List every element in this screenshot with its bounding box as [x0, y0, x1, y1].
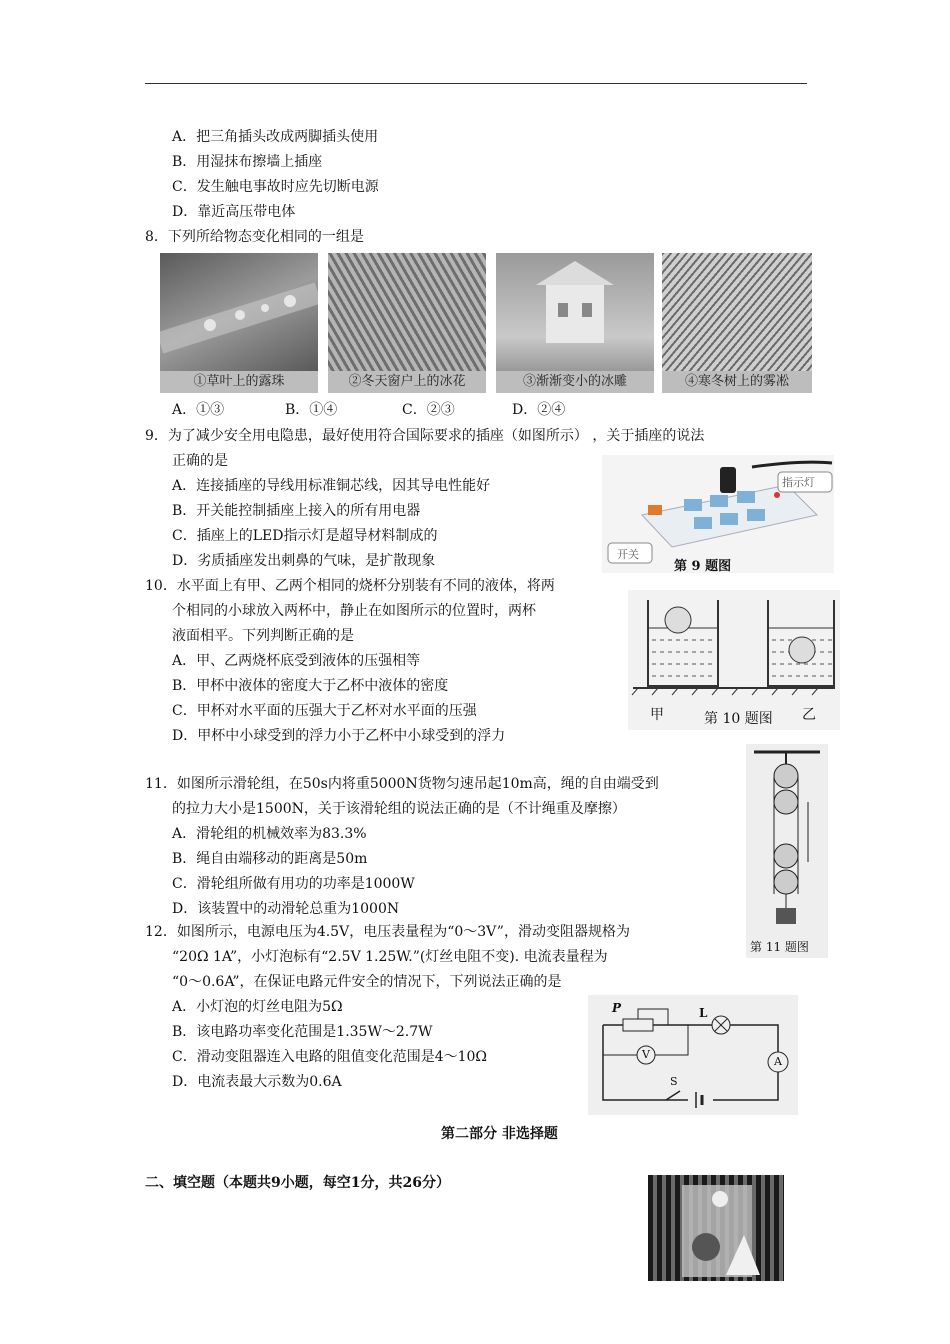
photo-caption-1: ①草叶上的露珠 [160, 371, 318, 393]
bottom-photo-illustration [648, 1175, 784, 1281]
q9-option-c: C．插座上的LED指示灯是超导材料制成的 [172, 528, 438, 544]
switch-s-label: S [670, 1075, 678, 1088]
q9-option-d: D．劣质插座发出刺鼻的气味，是扩散现象 [172, 553, 436, 569]
q12-stem-line3: “0～0.6A”，在保证电路元件安全的情况下，下列说法正确的是 [172, 974, 562, 990]
q10-stem-line3: 液面相平。下列判断正确的是 [172, 628, 354, 644]
ice-sculpture-photo [496, 253, 654, 393]
q12-option-d: D．电流表最大示数为0.6A [172, 1074, 342, 1090]
q9-figure [602, 455, 834, 573]
switch-label: 开关 [617, 548, 639, 561]
q12-stem-line2: “20Ω 1A”，小灯泡标有“2.5V 1.25W.”(灯丝电阻不变). 电流表量程为 [172, 949, 608, 965]
voltmeter-label: V [642, 1048, 650, 1061]
q10-option-a: A．甲、乙两烧杯底受到液体的压强相等 [172, 653, 421, 669]
beaker-label-yi: 乙 [802, 707, 816, 723]
beaker-label-jia: 甲 [650, 707, 664, 723]
photo-caption-2: ②冬天窗户上的冰花 [328, 371, 486, 393]
part-two-title: 第二部分 非选择题 [441, 1126, 558, 1142]
q10-stem-line2: 个相同的小球放入两杯中，静止在如图所示的位置时，两杯 [172, 603, 536, 619]
q9-option-a: A．连接插座的导线用标准铜芯线，因其导电性能好 [172, 478, 491, 494]
q10-option-d: D．甲杯中小球受到的浮力小于乙杯中小球受到的浮力 [172, 728, 506, 744]
q8-photo-strip [160, 253, 812, 393]
photo-caption-3: ③渐渐变小的冰雕 [496, 371, 654, 393]
q12-option-b: B．该电路功率变化范围是1.35W～2.7W [172, 1024, 433, 1040]
q9-stem-line1: 9．为了减少安全用电隐患，最好使用符合国际要求的插座（如图所示） ，关于插座的说法 [145, 428, 705, 444]
q8-option-a: A．①③ [172, 402, 225, 418]
q9-figure-caption: 第 9 题图 [674, 559, 732, 574]
lamp-label: L [699, 1006, 708, 1020]
q8-option-b: B．①④ [285, 402, 338, 418]
q8-stem: 8．下列所给物态变化相同的一组是 [145, 229, 364, 245]
q9-option-b: B．开关能控制插座上接入的所有用电器 [172, 503, 421, 519]
photo-caption-4: ④寒冬树上的雾凇 [662, 371, 812, 393]
q10-figure-caption: 第 10 题图 [704, 711, 773, 727]
q10-stem-line1: 10．水平面上有甲、乙两个相同的烧杯分别装有不同的液体，将两 [145, 578, 555, 594]
q11-figure [746, 744, 828, 958]
q9-stem-line2: 正确的是 [172, 453, 228, 469]
q11-option-a: A．滑轮组的机械效率为83.3% [172, 826, 367, 842]
q7-option-a: A．把三角插头改成两脚插头使用 [172, 129, 379, 145]
q12-option-c: C．滑动变阻器连入电路的阻值变化范围是4～10Ω [172, 1049, 488, 1065]
rime-photo [662, 253, 812, 393]
q8-option-d: D．②④ [512, 402, 566, 418]
header-rule [145, 83, 807, 84]
bottom-photo [648, 1175, 784, 1281]
q7-option-d: D．靠近高压带电体 [172, 204, 296, 220]
q11-option-b: B．绳自由端移动的距离是50m [172, 851, 368, 867]
q10-option-b: B．甲杯中液体的密度大于乙杯中液体的密度 [172, 678, 449, 694]
q12-option-a: A．小灯泡的灯丝电阻为5Ω [172, 999, 343, 1015]
rheostat-label: P [612, 1001, 622, 1015]
q10-option-c: C．甲杯对水平面的压强大于乙杯对水平面的压强 [172, 703, 477, 719]
ice-flower-photo [328, 253, 486, 393]
ice-sculpture-illustration [496, 253, 654, 371]
q8-option-c: C．②③ [402, 402, 455, 418]
section-two-title: 二、填空题（本题共9小题，每空1分，共26分） [145, 1175, 450, 1191]
dewdrop-photo [160, 253, 318, 393]
q12-circuit-figure [588, 995, 798, 1115]
q11-figure-caption: 第 11 题图 [750, 940, 809, 954]
q7-option-b: B．用湿抹布擦墙上插座 [172, 154, 323, 170]
q11-stem-line2: 的拉力大小是1500N，关于该滑轮组的说法正确的是（不计绳重及摩擦） [172, 801, 626, 817]
ammeter-label: A [774, 1055, 782, 1068]
q10-figure [628, 590, 840, 730]
pulley-illustration [746, 744, 828, 958]
q11-stem-line1: 11．如图所示滑轮组，在50s内将重5000N货物匀速吊起10m高，绳的自由端受到 [145, 776, 659, 792]
q11-option-c: C．滑轮组所做有用功的功率是1000W [172, 876, 415, 892]
q11-option-d: D．该装置中的动滑轮总重为1000N [172, 901, 400, 917]
q7-option-c: C．发生触电事故时应先切断电源 [172, 179, 379, 195]
indicator-lamp-label: 指示灯 [782, 476, 815, 489]
q12-stem-line1: 12．如图所示，电源电压为4.5V，电压表量程为“0～3V”，滑动变阻器规格为 [145, 924, 630, 940]
dewdrop-illustration [160, 253, 318, 371]
